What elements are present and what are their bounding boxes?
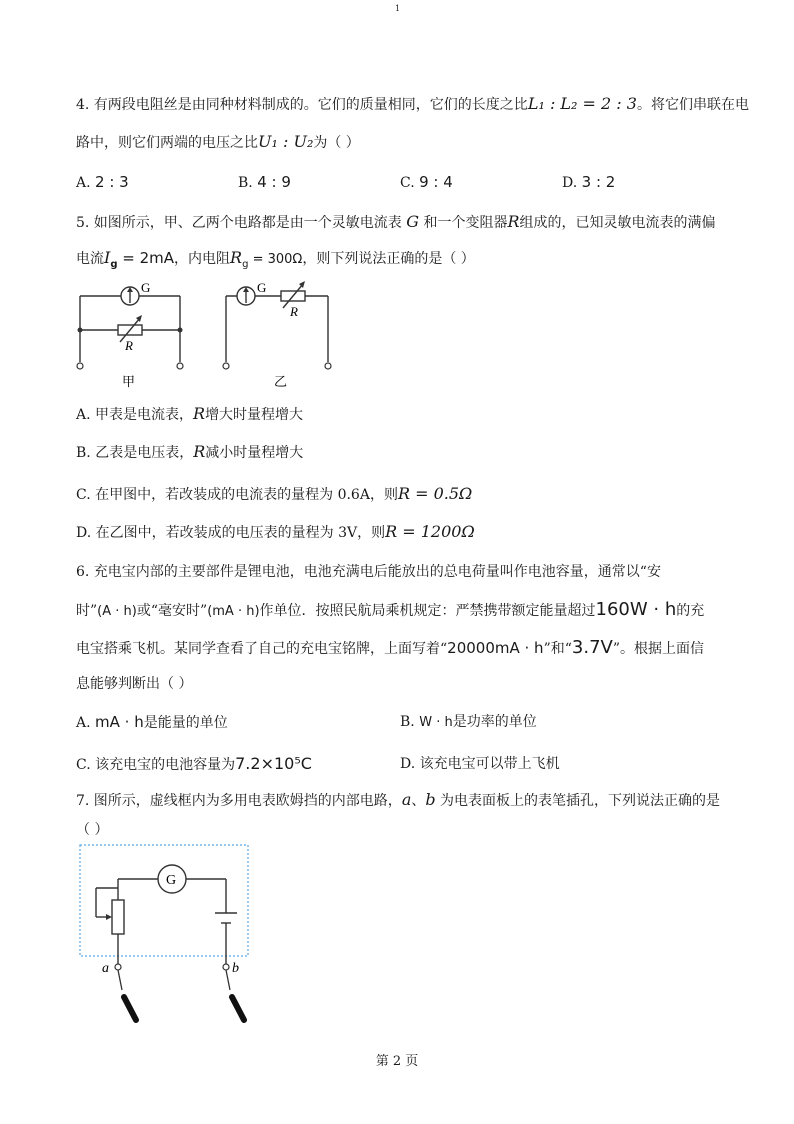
q6-line2: 时”(A · h)或“毫安时”(mA · h)作单位．按照民航局乘机规定：严禁携带额定能量超过160W · h的充 (76, 599, 705, 620)
q4-option-d[interactable]: D. 3 : 2 (562, 173, 616, 191)
q4-option-c[interactable]: C. 9 : 4 (400, 173, 453, 191)
q5-figure-jia (70, 278, 195, 390)
q5-option-d[interactable]: D. 在乙图中，若改装成的电压表的量程为 3V，则R = 1200Ω (76, 522, 475, 541)
page-number: 第 2 页 (375, 1054, 419, 1069)
q5-line2: 电流$I_g = 2mA$，内电阻$R_g = 300\Omega$，则下列说法正确的是（ ） (76, 248, 475, 270)
q7-terminal-b: b (232, 961, 239, 976)
probe-a-icon (124, 997, 136, 1020)
q5-option-c[interactable]: C. 在甲图中，若改装成的电流表的量程为 0.6A，则R = 0.5Ω (76, 484, 473, 503)
q5-option-a[interactable]: A. 甲表是电流表，R增大时量程增大 (76, 404, 304, 423)
q4-length-ratio: L₁ : L₂ = 2 : 3 (527, 94, 637, 113)
q5-jia-caption: 甲 (122, 374, 136, 389)
q4-option-a[interactable]: A. 2 : 3 (76, 173, 129, 191)
q5-yi-caption: 乙 (274, 374, 288, 389)
q5-yi-g-label: G (257, 280, 267, 295)
q5-figure-yi (218, 278, 343, 390)
q6-option-b[interactable]: B. W · h是功率的单位 (400, 714, 537, 730)
q7-figure (74, 842, 254, 1032)
q6-option-c[interactable]: C. 该充电宝的电池容量为7.2×10⁵C (76, 754, 312, 773)
q7-line2: （ ） (76, 822, 109, 838)
q4-line1: 4. 有两段电阻丝是由同种材料制成的。它们的质量相同，它们的长度之比L₁ : L₂ = 2 : 3。将它们串联在电 (76, 94, 749, 113)
q5-jia-r-label: R (125, 338, 133, 353)
q5-line1: 5. 如图所示，甲、乙两个电路都是由一个灵敏电流表 G 和一个变阻器R组成的，已知灵敏电流表的满偏 (76, 212, 716, 231)
q6-option-d[interactable]: D. 该充电宝可以带上飞机 (400, 756, 560, 772)
q7-terminal-a: a (102, 961, 109, 976)
q7-line1: 7. 图所示，虚线框内为多用电表欧姆挡的内部电路，a、b 为电表面板上的表笔插孔，下列说法正确的是 (76, 790, 721, 809)
q5-yi-r-label: R (290, 304, 298, 319)
q7-galvanometer-label: G (166, 873, 177, 888)
q4-voltage-ratio: U₁ : U₂ (258, 132, 314, 151)
q6-line1: 6. 充电宝内部的主要部件是锂电池，电池充满电后能放出的总电荷量叫作电池容量，通常以“安 (76, 564, 661, 580)
q4-line2: 路中，则它们两端的电压之比U₁ : U₂为（ ） (76, 132, 360, 151)
q6-option-a[interactable]: A. mA · h是能量的单位 (76, 713, 228, 731)
probe-b-icon (232, 997, 244, 1020)
q4-option-b[interactable]: B. 4 : 9 (238, 173, 291, 191)
q6-line3: 电宝搭乘飞机。某同学查看了自己的充电宝铭牌，上面写着“20000mA · h”和“3.7V”。根据上面信 (76, 637, 705, 658)
header-mark: 1 (395, 4, 401, 13)
q6-line4: 息能够判断出（ ） (76, 676, 193, 692)
q5-option-b[interactable]: B. 乙表是电压表，R减小时量程增大 (76, 442, 304, 461)
q5-jia-g-label: G (141, 280, 151, 295)
